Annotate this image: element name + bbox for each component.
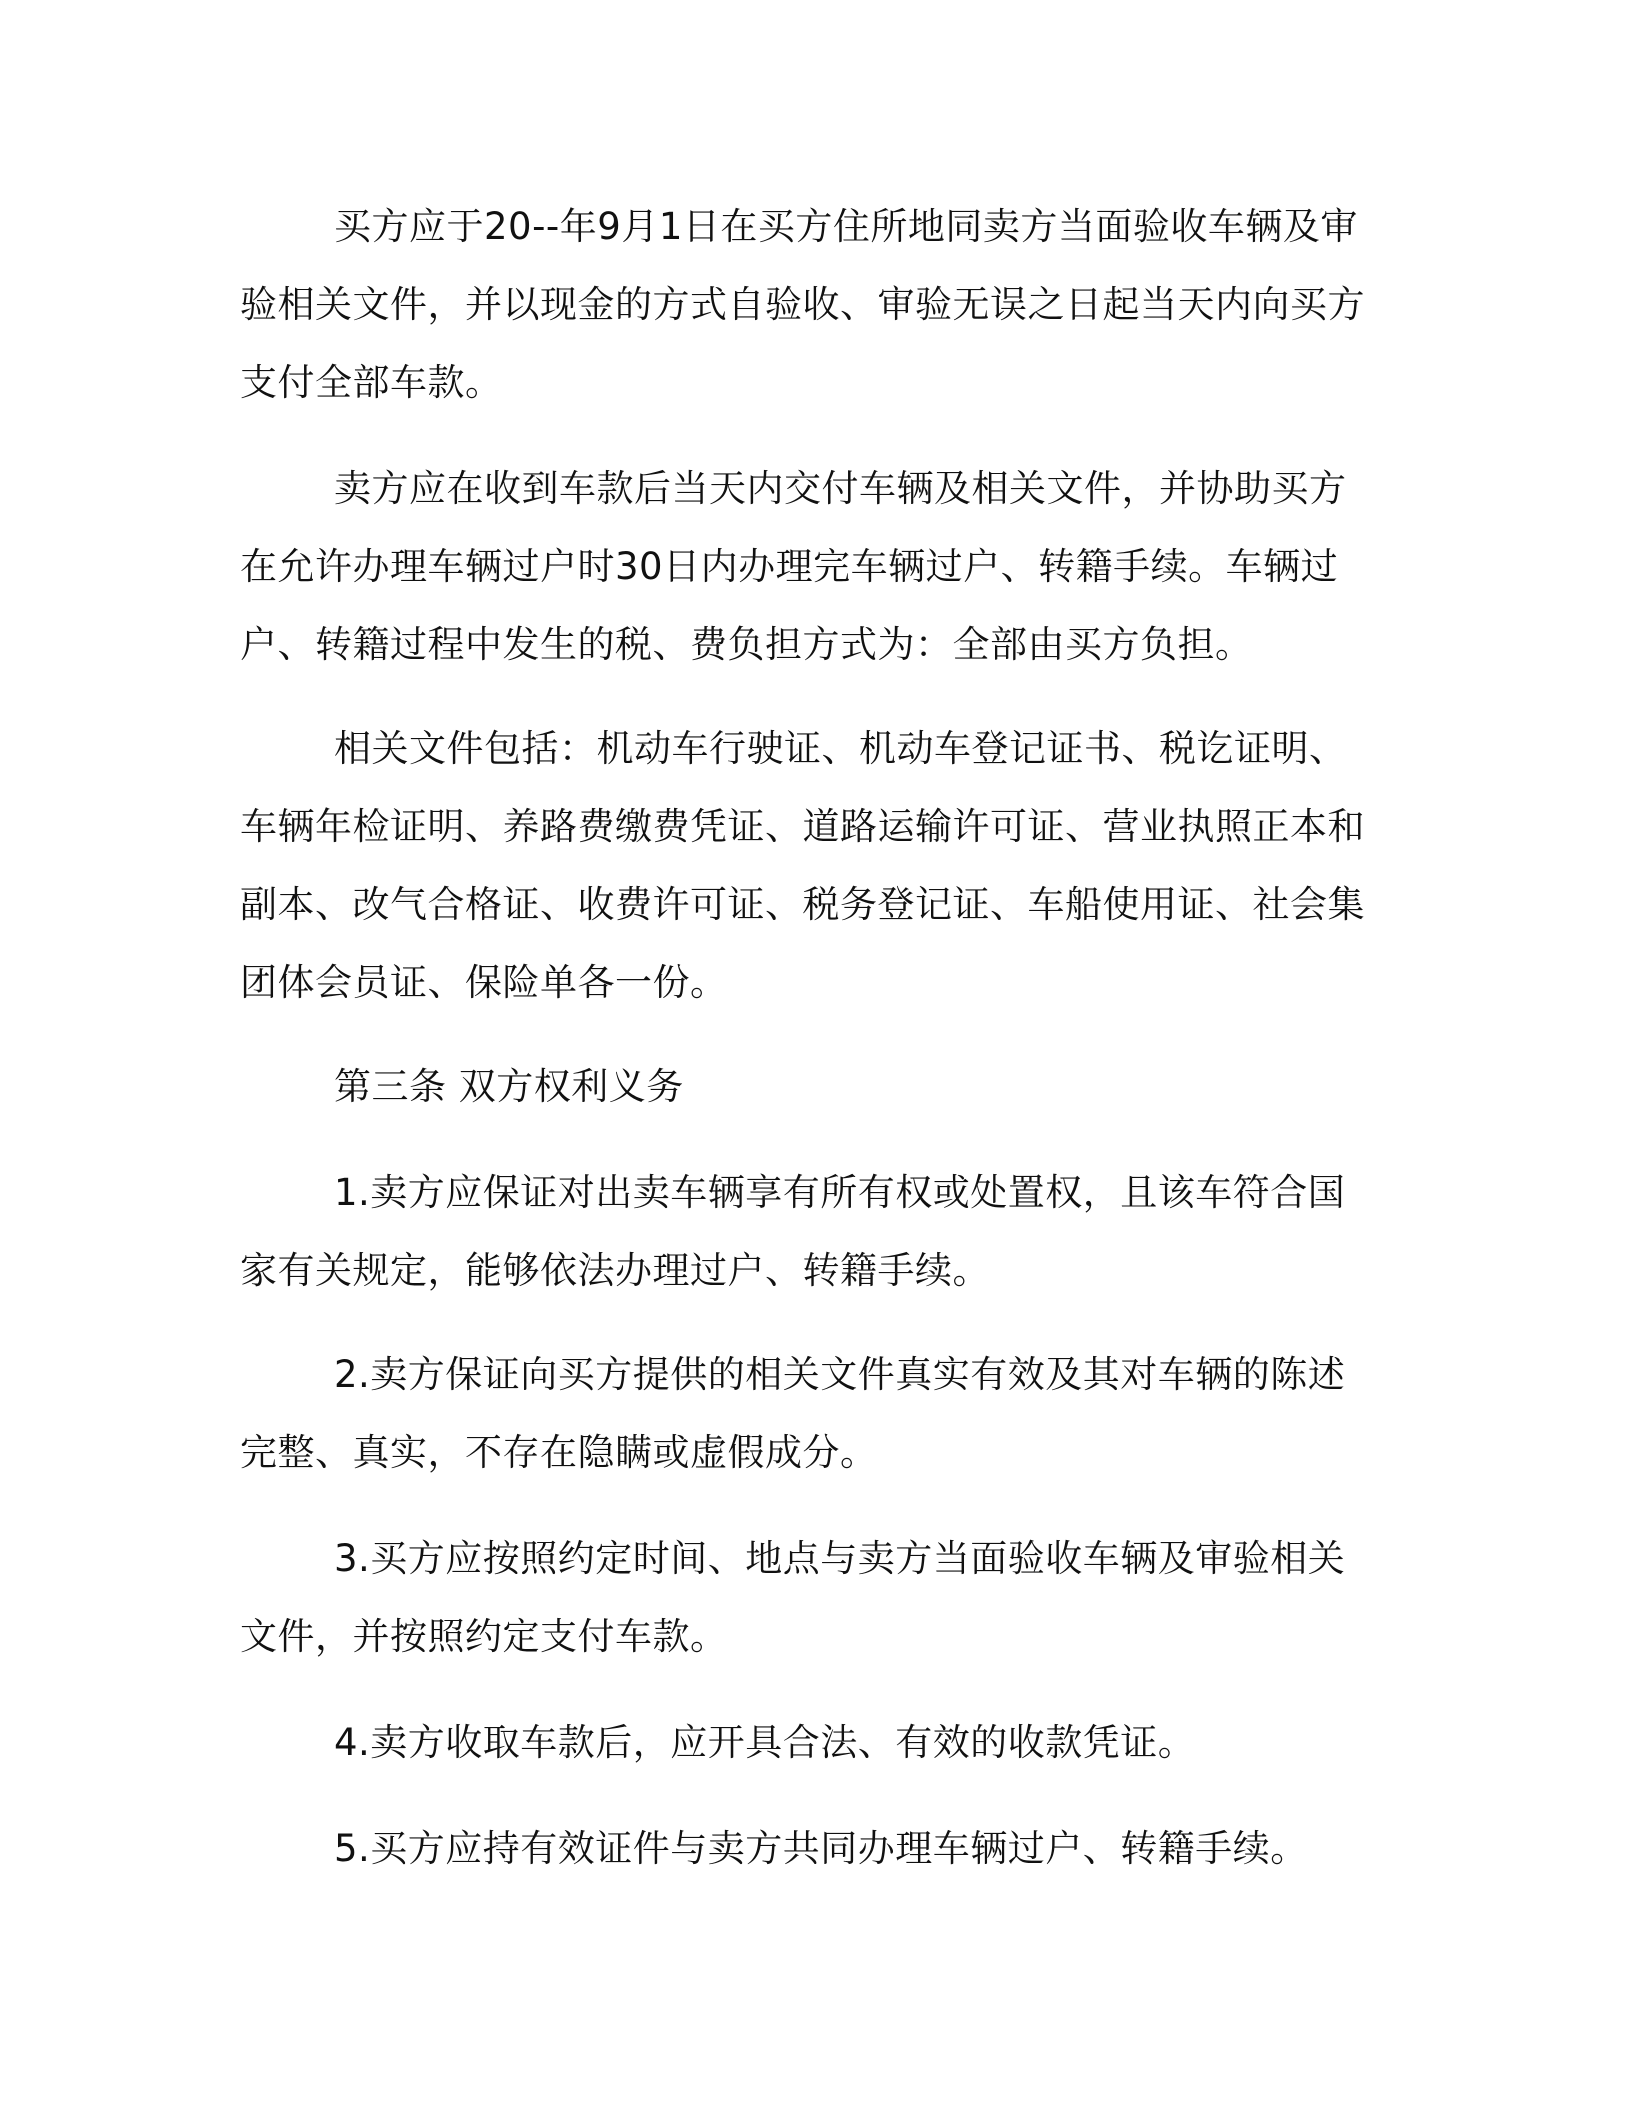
section-heading-article-3: 第三条 双方权利义务 [334, 1065, 684, 1108]
list-item-5: 5.买方应持有效证件与卖方共同办理车辆过户、转籍手续。 [334, 1827, 1308, 1870]
document-body [240, 188, 1380, 1888]
list-item-4: 4.卖方收取车款后，应开具合法、有效的收款凭证。 [334, 1721, 1196, 1764]
list-item-2: 2.卖方保证向买方提供的相关文件真实有效及其对车辆的陈述完整、真实，不存在隐瞒或虚假成分。 [240, 1353, 1346, 1474]
paragraph-delivery-transfer: 卖方应在收到车款后当天内交付车辆及相关文件，并协助买方在允许办理车辆过户时30日内办理完车辆过户、转籍手续。车辆过户、转籍过程中发生的税、费负担方式为：全部由买方负担。 [240, 467, 1347, 666]
paragraph-related-documents: 相关文件包括：机动车行驶证、机动车登记证书、税讫证明、车辆年检证明、养路费缴费凭证、道路运输许可证、营业执照正本和副本、改气合格证、收费许可证、税务登记证、车船使用证、社会集团体会员证、保险单各一份。 [240, 727, 1365, 1004]
paragraph-inspection-payment: 买方应于20--年9月1日在买方住所地同卖方当面验收车辆及审验相关文件，并以现金的方式自验收、审验无误之日起当天内向买方支付全部车款。 [240, 205, 1365, 404]
list-item-3: 3.买方应按照约定时间、地点与卖方当面验收车辆及审验相关文件，并按照约定支付车款。 [240, 1537, 1346, 1658]
list-item-1: 1.卖方应保证对出卖车辆享有所有权或处置权，且该车符合国家有关规定，能够依法办理过户、转籍手续。 [240, 1171, 1346, 1292]
